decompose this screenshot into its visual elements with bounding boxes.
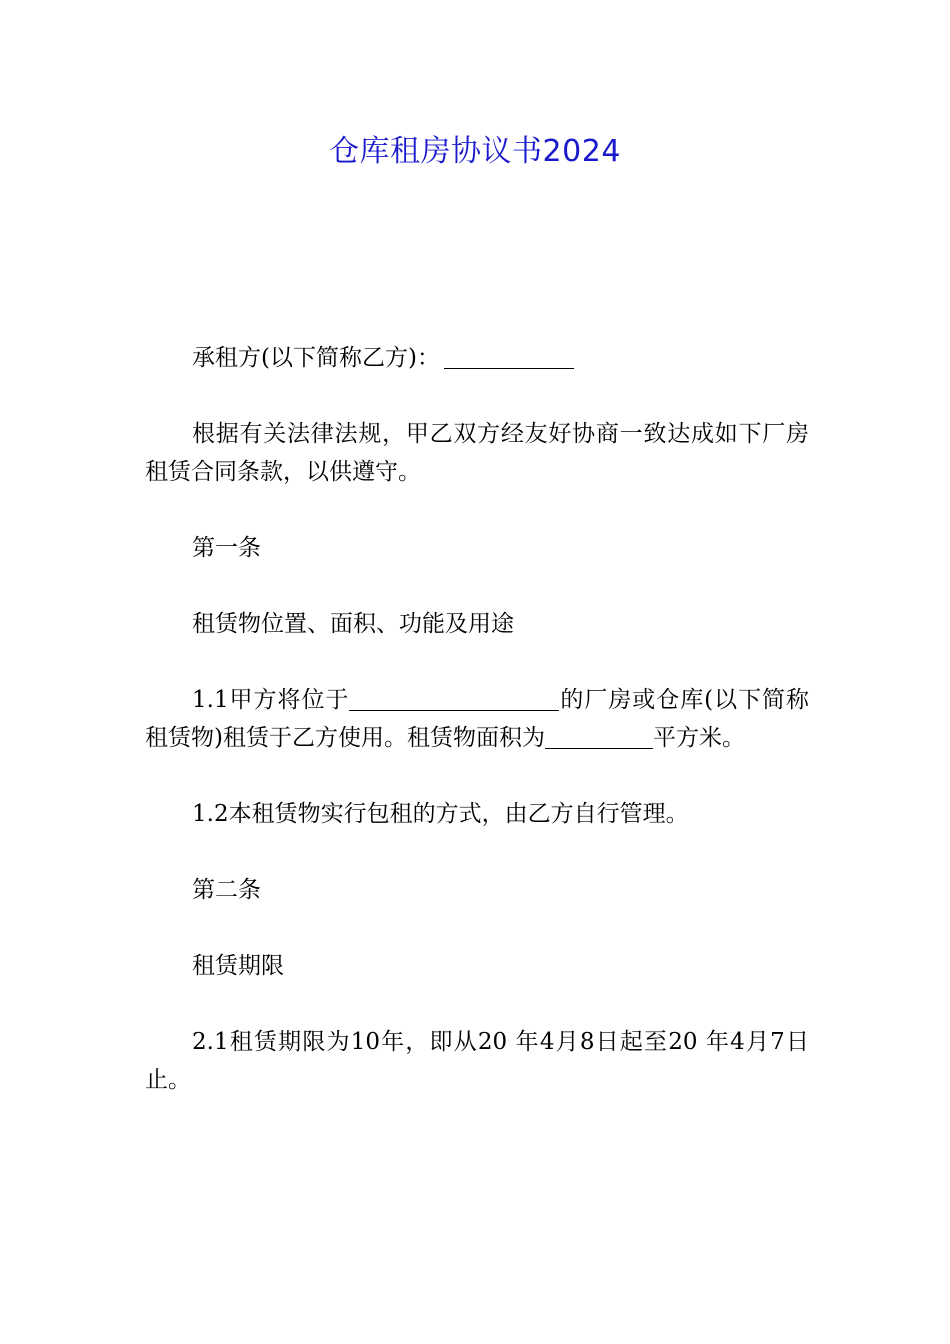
clause-2-1: 2.1租赁期限为10年，即从20 年4月8日起至20 年4月7日止。 [145,1029,809,1093]
lessee-line [145,339,809,377]
lessee-label: 承租方(以下简称乙方)： [192,345,440,371]
clause-1-1-part-b: 的厂房或仓库(以下简称租赁物)租赁于乙方使用。租赁物面积为 [145,687,809,751]
lessee-name-blank [444,344,574,369]
document-body [145,339,809,1137]
document-title: 仓库租房协议书2024 [329,134,621,169]
intro-paragraph: 根据有关法律法规，甲乙双方经友好协商一致达成如下厂房租赁合同条款，以供遵守。 [145,421,809,485]
article-2-heading: 第二条 [192,877,261,903]
clause-1-1 [145,681,809,757]
clause-1-1-part-c: 平方米。 [652,725,745,751]
location-blank [349,686,559,711]
article-1-title: 租赁物位置、面积、功能及用途 [192,611,514,637]
clause-1-2: 1.2本租赁物实行包租的方式，由乙方自行管理。 [192,801,689,827]
article-1-heading: 第一条 [192,535,261,561]
clause-1-1-part-a: 1.1甲方将位于 [192,687,350,713]
article-2-title: 租赁期限 [192,953,284,979]
area-blank [545,724,653,749]
